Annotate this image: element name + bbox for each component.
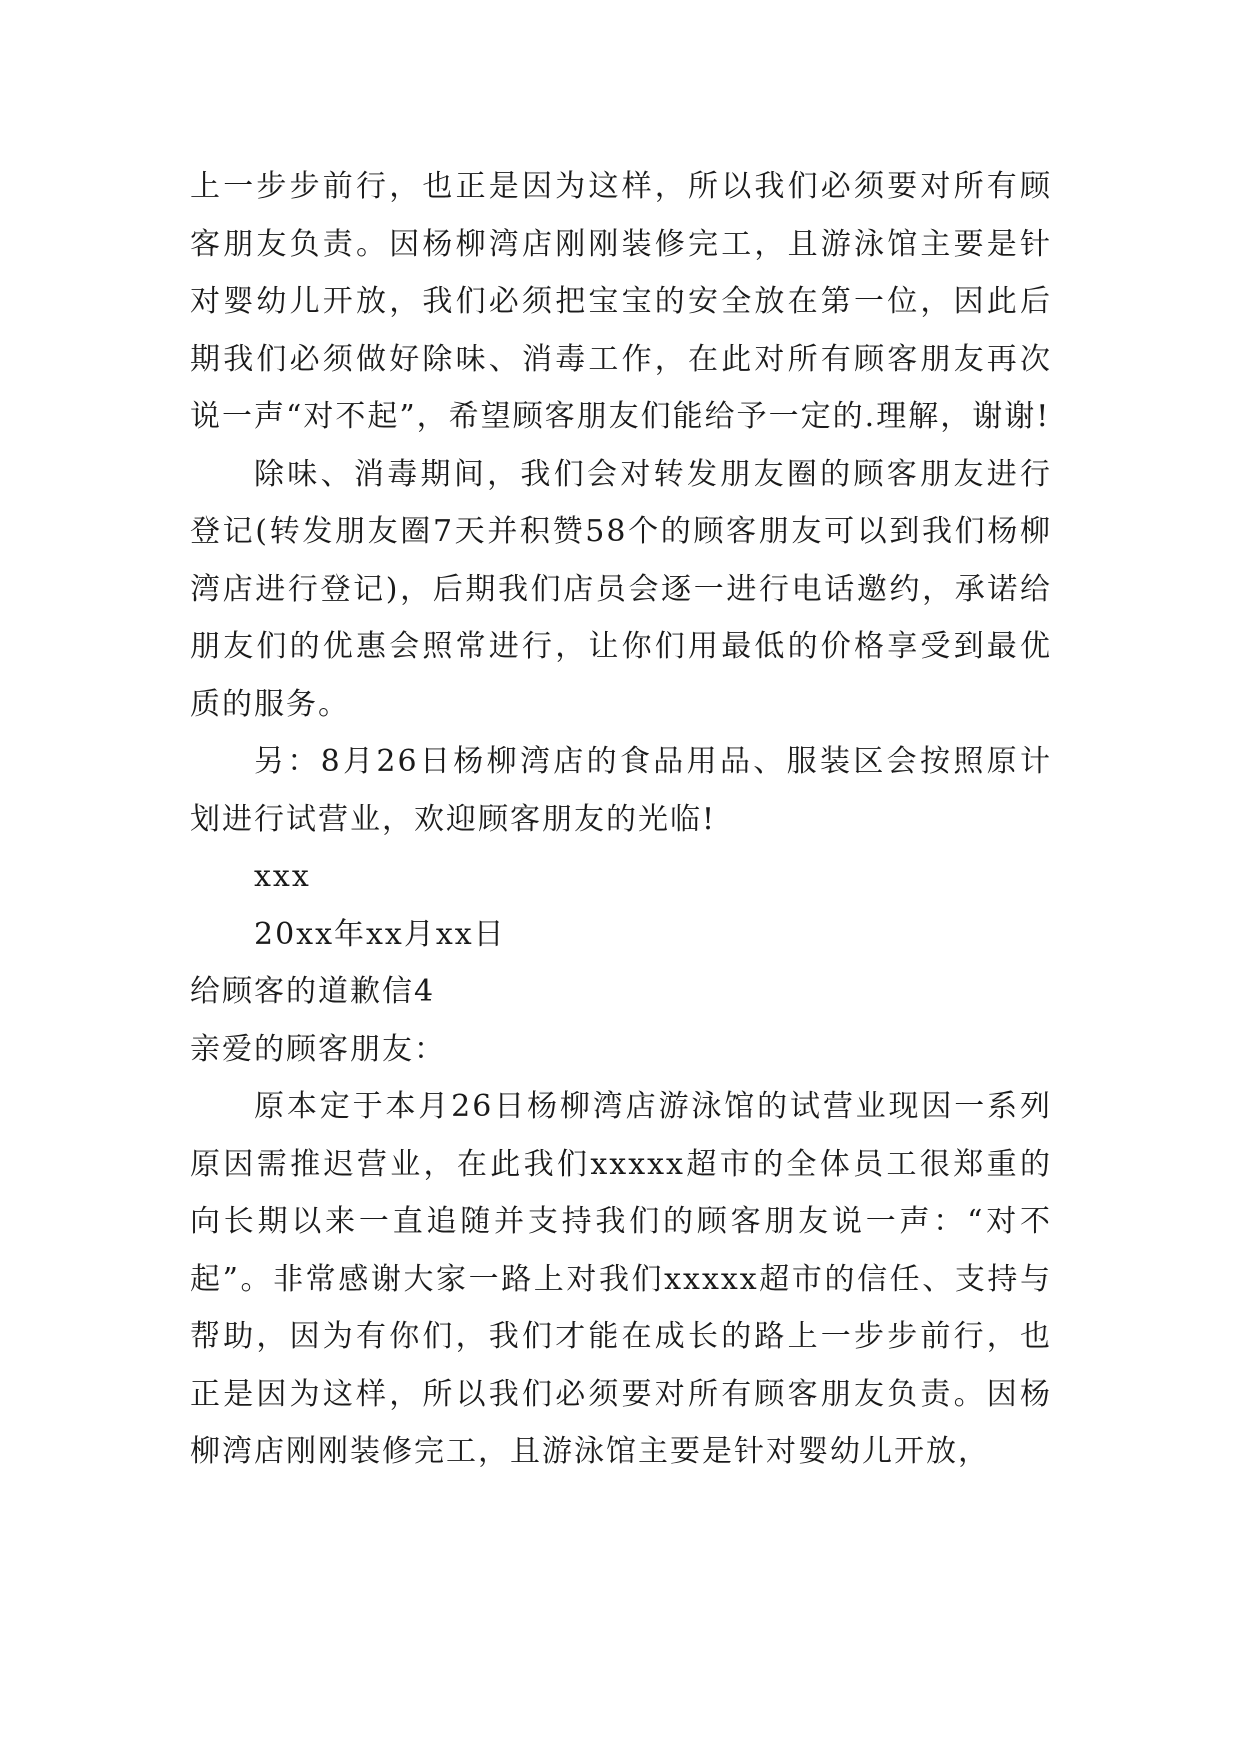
signature-name: xxx bbox=[254, 859, 311, 894]
paragraph-apology-letter-4: 原本定于本月26日杨柳湾店游泳馆的试营业现因一系列原因需推迟营业，在此我们xxxxx超市的全体员工很郑重的向长期以来一直追随并支持我们的顾客朋友说一声：“对不起”。非常感谢大家一路上对我们xxxxx超市的信任、支持与帮助，因为有你们，我们才能在成长的路上一步步前行，也正是因为这样，所以我们必须要对所有顾客朋友负责。因杨柳湾店刚刚装修完工，且游泳馆主要是针对婴幼儿开放， bbox=[190, 1089, 1052, 1469]
salutation: 亲爱的顾客朋友： bbox=[190, 1031, 446, 1067]
paragraph-apology-continuation: 上一步步前行，也正是因为这样，所以我们必须要对所有顾客朋友负责。因杨柳湾店刚刚装修完工，且游泳馆主要是针对婴幼儿开放，我们必须把宝宝的安全放在第一位，因此后期我们必须做好除味、消毒工作，在此对所有顾客朋友再次说一声“对不起”，希望顾客朋友们能给予一定的.理解，谢谢! bbox=[190, 169, 1052, 434]
signature-date: 20xx年xx月xx日 bbox=[254, 916, 506, 952]
paragraph-registration-notice: 除味、消毒期间，我们会对转发朋友圈的顾客朋友进行登记(转发朋友圈7天并积赞58个的顾客朋友可以到我们杨柳湾店进行登记)，后期我们店员会逐一进行电话邀约，承诺给朋友们的优惠会照常进行，让你们用最低的价格享受到最优质的服务。 bbox=[190, 456, 1052, 722]
paragraph-trial-opening-note: 另：8月26日杨柳湾店的食品用品、服装区会按照原计划进行试营业，欢迎顾客朋友的光临! bbox=[190, 744, 1052, 837]
section-heading: 给顾客的道歉信4 bbox=[190, 974, 436, 1009]
document-body bbox=[190, 158, 1052, 1481]
